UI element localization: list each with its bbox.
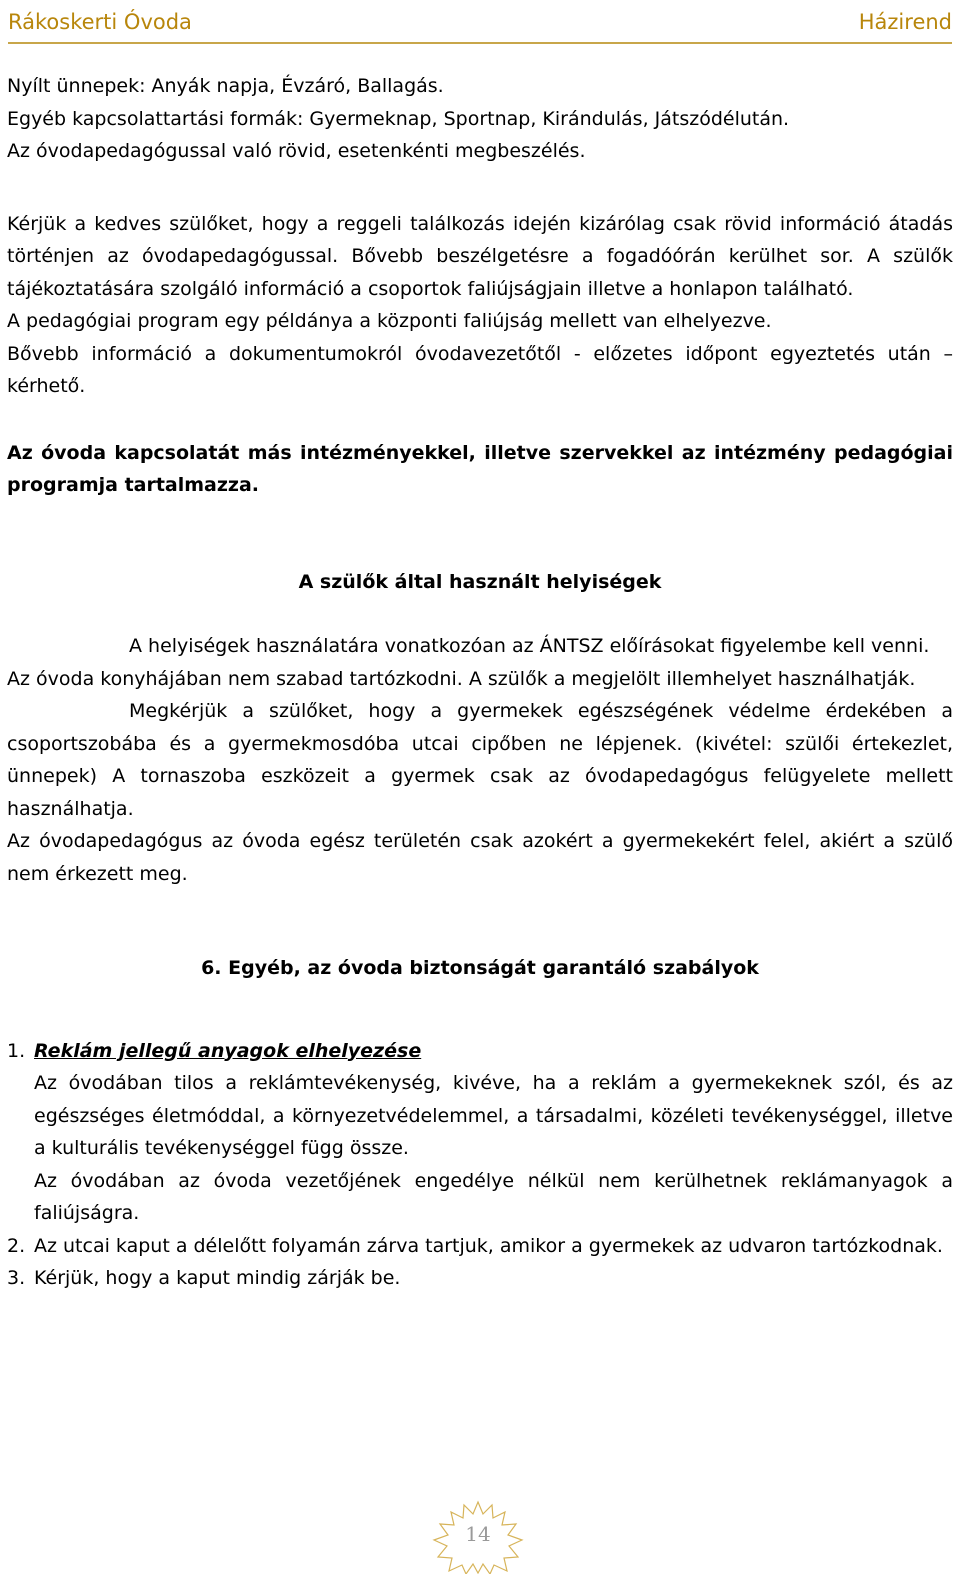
text-line: Egyéb kapcsolattartási formák: Gyermeknap, Sportnap, Kirándulás, Játszódélután. (7, 107, 790, 130)
paragraph: Megkérjük a szülőket, hogy a gyermekek egészségének védelme érdekében a csoportszobába és a gyermekmosdóba utcai cipőben ne lépjenek. (kivétel: szülői értekezlet, ünnepek) A tornaszoba eszközeit a gyermek csak az óvodapedagógus felügyelete mellett használhatja. (7, 700, 953, 820)
list-item (7, 1035, 953, 1230)
list-item (7, 1262, 953, 1295)
paragraph: Az óvodapedagógus az óvoda egész területén csak azokért a gyermekekért felel, akiért a szülő nem érkezett meg. (7, 830, 953, 885)
header-doc-title: Házirend (858, 10, 952, 34)
item-number: 1. (7, 1039, 26, 1062)
paragraph: Az óvoda konyhájában nem szabad tartózkodni. A szülők a megjelölt illemhelyet használhatják. (7, 667, 916, 690)
rules-list (7, 1035, 953, 1295)
item-number: 3. (7, 1267, 26, 1289)
item-text: Kérjük, hogy a kaput mindig zárják be. (34, 1267, 401, 1289)
text-line: Az óvodapedagógussal való rövid, esetenkénti megbeszélés. (7, 140, 586, 162)
item-text: Az óvodában tilos a reklámtevékenység, kivéve, ha a reklám a gyermekeknek szól, és az egészséges életmóddal, a környezetvédelemmel, a társadalmi, közéleti tevékenységgel, illetve a kulturális tevékenységgel függ össze. (34, 1072, 953, 1159)
paragraph: Bővebb információ a dokumentumokról óvodavezetőtől - előzetes időpont egyeztetés után – kérhető. (7, 342, 953, 397)
paragraph: A helyiségek használatára vonatkozóan az ÁNTSZ előírásokat figyelembe kell venni. (129, 635, 930, 657)
section-title: A szülők által használt helyiségek (298, 570, 662, 593)
page-number: 14 (465, 1522, 491, 1546)
paragraph: A pedagógiai program egy példánya a központi faliújság mellett van elhelyezve. (7, 310, 772, 332)
item-text: Az utcai kaput a délelőtt folyamán zárva tartjuk, amikor a gyermekek az udvaron tartózkodnak. (34, 1234, 943, 1257)
header-school-name: Rákoskerti Óvoda (8, 10, 192, 34)
text-line: Nyílt ünnepek: Anyák napja, Évzáró, Ballagás. (7, 75, 444, 97)
list-item (7, 1230, 953, 1263)
item-heading: Reklám jellegű anyagok elhelyezése (34, 1039, 422, 1062)
section-title: 6. Egyéb, az óvoda biztonságát garantáló szabályok (201, 957, 759, 979)
item-number: 2. (7, 1234, 26, 1257)
bold-paragraph: Az óvoda kapcsolatát más intézményekkel, illetve szervekkel az intézmény pedagógiai programja tartalmazza. (7, 441, 953, 496)
item-text: Az óvodában az óvoda vezetőjének engedélye nélkül nem kerülhetnek reklámanyagok a faliújságra. (34, 1169, 953, 1224)
page-number-badge (430, 1500, 526, 1574)
page-header (8, 6, 952, 44)
document-body (7, 70, 953, 1295)
paragraph: Kérjük a kedves szülőket, hogy a reggeli találkozás idején kizárólag csak rövid információ átadás történjen az óvodapedagógussal. Bővebb beszélgetésre a fogadóórán kerülhet sor. A szülők tájékoztatására szolgáló információ a csoportok faliújságjain illetve a honlapon található. (7, 212, 953, 300)
